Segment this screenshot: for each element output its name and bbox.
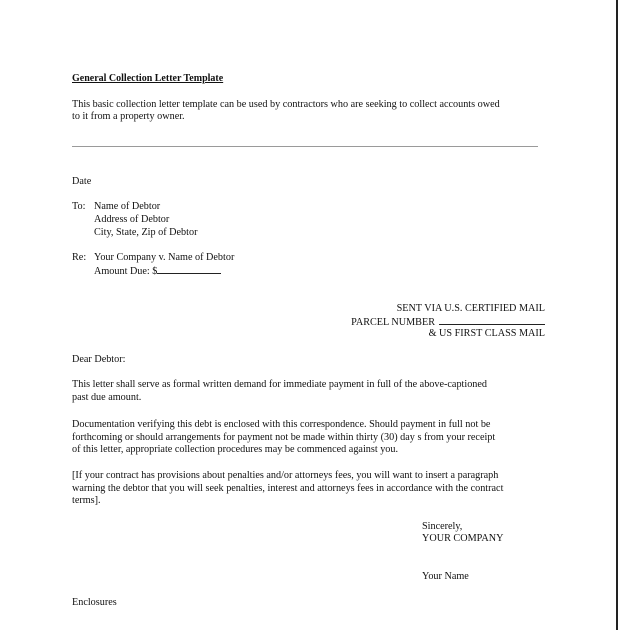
sent-via-line: SENT VIA U.S. CERTIFIED MAIL <box>396 303 545 314</box>
paragraph-3-line-1: [If your contract has provisions about penalties and/or attorneys fees, you will want to insert a paragraph <box>72 470 499 481</box>
date-line: Date <box>72 176 92 187</box>
parcel-blank <box>439 315 545 325</box>
first-class-line: & US FIRST CLASS MAIL <box>428 328 545 339</box>
amount-currency: $ <box>152 266 158 277</box>
paragraph-2-line-1: Documentation verifying this debt is enclosed with this correspondence. Should payment in full not be <box>72 419 491 430</box>
paragraph-3-line-2: warning the debtor that you will seek penalties, interest and attorneys fees in accordance with the contract <box>72 483 504 494</box>
amount-blank <box>157 264 221 274</box>
debtor-address: Address of Debtor <box>94 214 170 225</box>
company-name: YOUR COMPANY <box>422 533 504 544</box>
intro-line-2: to it from a property owner. <box>72 111 185 122</box>
re-label: Re: <box>72 252 87 263</box>
debtor-name: Name of Debtor <box>94 201 161 212</box>
paragraph-1-line-2: past due amount. <box>72 392 142 403</box>
document-title: General Collection Letter Template <box>72 73 224 84</box>
amount-due <box>94 264 221 278</box>
salutation: Dear Debtor: <box>72 354 126 365</box>
separator-rule <box>72 146 538 147</box>
parcel-label: PARCEL NUMBER <box>351 317 435 328</box>
intro-line-1: This basic collection letter template can be used by contractors who are seeking to collect accounts owed <box>72 99 500 110</box>
signer-name: Your Name <box>422 571 469 582</box>
amount-label: Amount Due: <box>94 266 150 277</box>
debtor-city: City, State, Zip of Debtor <box>94 227 198 238</box>
paragraph-2-line-3: of this letter, appropriate collection procedures may be commenced against you. <box>72 444 399 455</box>
re-text: Your Company v. Name of Debtor <box>94 252 235 263</box>
enclosures: Enclosures <box>72 597 117 608</box>
paragraph-2-line-2: forthcoming or should arrangements for payment not be made within thirty (30) day s from your receipt <box>72 432 496 443</box>
closing: Sincerely, <box>422 521 463 532</box>
paragraph-1-line-1: This letter shall serve as formal written demand for immediate payment in full of the above-captioned <box>72 379 488 390</box>
paragraph-3-line-3: terms]. <box>72 495 101 506</box>
to-label: To: <box>72 201 86 212</box>
